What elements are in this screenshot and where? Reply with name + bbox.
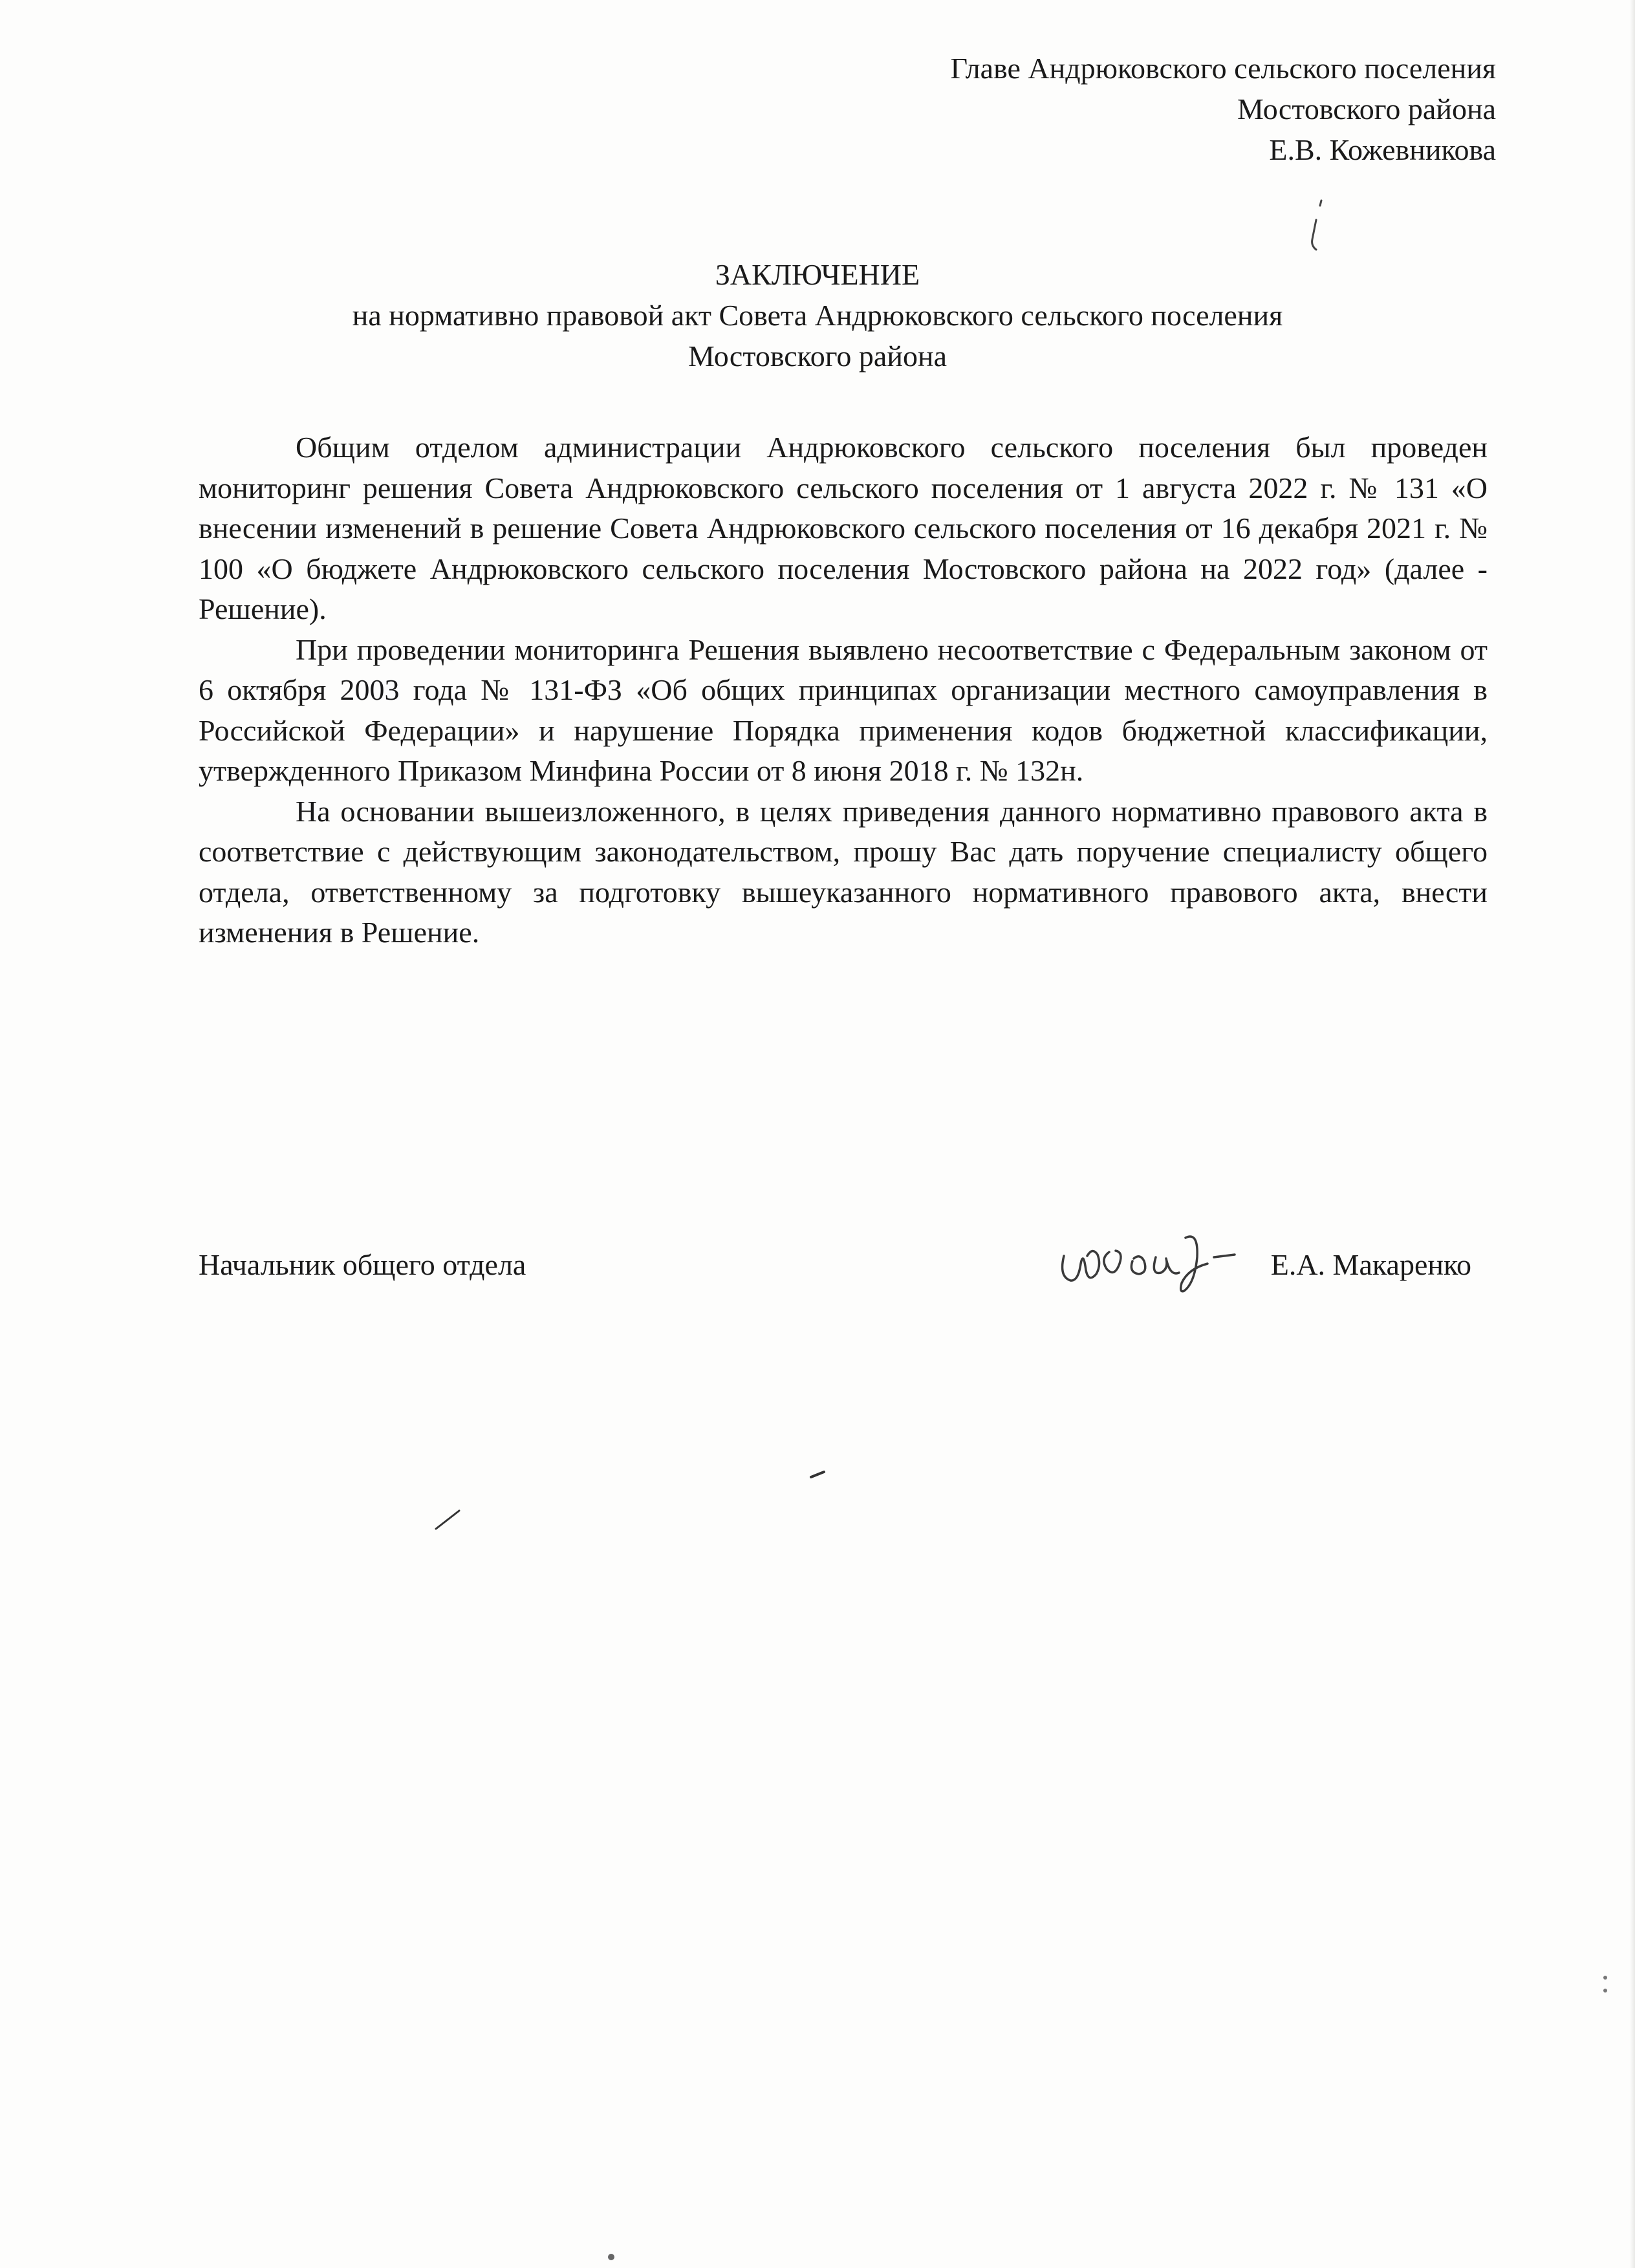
signature-row bbox=[199, 1244, 1471, 1290]
addressee-line-1: Главе Андрюковского сельского поселения bbox=[950, 52, 1496, 85]
title-block bbox=[0, 254, 1635, 376]
body-paragraph-1: Общим отделом администрации Андрюковского сельского поселения был проведен мониторинг решения Совета Андрюковского сельского поселения от 1 августа 2022 г. № 131 «О внесении изменений в решение Совета Андрюковского сельского поселения от 16 декабря 2021 г. № 100 «О бюджете Андрюковского сельского поселения Мостовского района на 2022 год» (далее - Решение). bbox=[199, 431, 1488, 625]
document-subtitle-line-1: на нормативно правовой акт Совета Андрюковского сельского поселения bbox=[352, 299, 1283, 332]
stray-ink-mark bbox=[808, 1468, 828, 1481]
document-subtitle-line-2: Мостовского района bbox=[688, 340, 947, 373]
scan-speck bbox=[605, 2251, 618, 2263]
document-heading: ЗАКЛЮЧЕНИЕ bbox=[715, 258, 920, 291]
body-paragraph-3: На основании вышеизложенного, в целях приведения данного нормативно правового акта в соответствие с действующим законодательством, прошу Вас дать поручение специалисту общего отдела, ответственному за подготовку вышеуказанного нормативного правового акта, внести изменения в Решение. bbox=[199, 794, 1488, 949]
stray-ink-mark bbox=[432, 1507, 464, 1533]
document-body bbox=[199, 427, 1488, 953]
body-paragraph-2: При проведении мониторинга Решения выявлено несоответствие с Федеральным законом от 6 октября 2003 года № 131-ФЗ «Об общих принципах организации местного самоуправления в Российской Федерации» и нарушение Порядка применения кодов бюджетной классификации, утвержденного Приказом Минфина России от 8 июня 2018 г. № 132н. bbox=[199, 632, 1488, 787]
addressee-line-3: Е.В. Кожевникова bbox=[1269, 133, 1496, 166]
scan-speck bbox=[1601, 1972, 1610, 1998]
addressee-line-2: Мостовского района bbox=[1237, 92, 1496, 125]
addressee-block bbox=[951, 48, 1497, 170]
handwritten-signature bbox=[1052, 1218, 1298, 1296]
signatory-name: Е.А. Макаренко bbox=[1270, 1248, 1471, 1281]
signatory-position: Начальник общего отдела bbox=[199, 1248, 526, 1281]
